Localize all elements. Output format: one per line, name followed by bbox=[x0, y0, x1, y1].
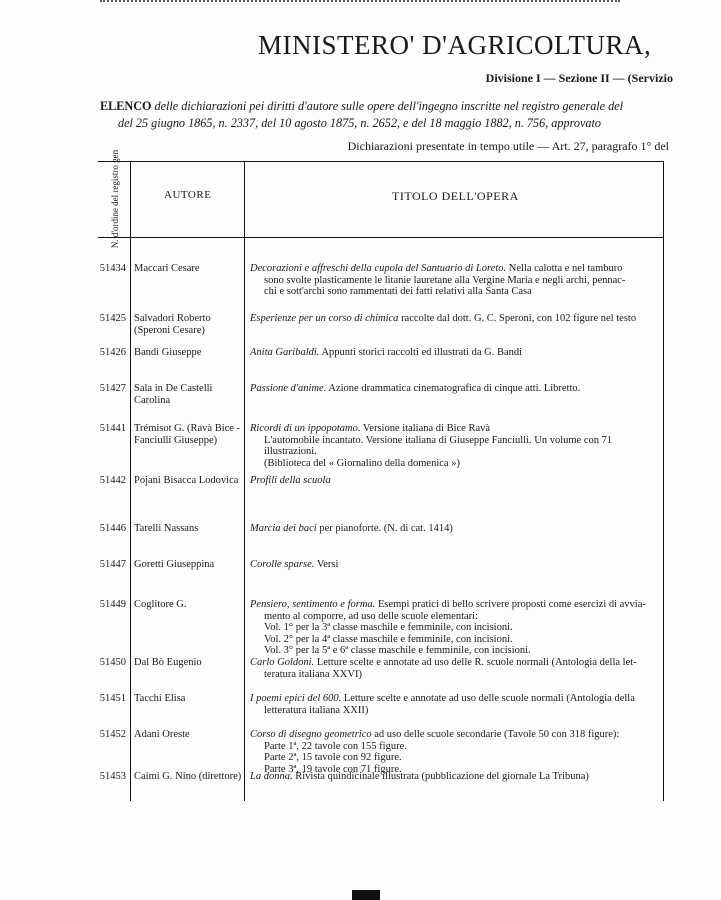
register-number: 51451 bbox=[99, 693, 126, 704]
elenco-lead: ELENCO bbox=[100, 99, 152, 113]
work-description: Esempi pratici di bello scrivere proposti come esercizi di avvia- bbox=[377, 599, 646, 610]
bottom-print-mark bbox=[352, 890, 380, 900]
dichiarazioni-line: Dichiarazioni presentate in tempo utile — Art. 27, paragrafo 1° del bbox=[347, 139, 669, 153]
column-divider-2 bbox=[244, 161, 245, 801]
register-number: 51447 bbox=[99, 559, 126, 570]
register-number: 51446 bbox=[99, 523, 126, 534]
work-description: Appunti storici raccolti ed illustrati da G. Bandi bbox=[321, 347, 523, 358]
column-divider-3 bbox=[663, 161, 664, 801]
table-top-rule bbox=[98, 161, 664, 162]
work-description: Letture scelte e annotate ad uso delle scuole normali (Antologia della bbox=[343, 693, 635, 704]
author-name: Dal Bò Eugenio bbox=[134, 657, 202, 668]
work-title-cell bbox=[250, 347, 662, 359]
register-number: 51449 bbox=[99, 599, 126, 610]
work-title: Corolle sparse. bbox=[250, 559, 315, 570]
work-description-line: Vol. 3° per la 5ª e 6ª classe maschile e femminile, con incisioni. bbox=[264, 645, 531, 656]
work-description: ad uso delle scuole secondarie (Tavole 50 con 318 figure): bbox=[374, 729, 620, 740]
work-description: Versi bbox=[316, 559, 339, 570]
author-name: Coglitore G. bbox=[134, 599, 187, 610]
register-number: 51452 bbox=[99, 729, 126, 740]
work-description: Azione drammatica cinematografica di cinque atti. Libretto. bbox=[328, 383, 581, 394]
author-name: Pojani Bisacca Lodovica bbox=[134, 475, 239, 486]
author-name: Tacchi Elisa bbox=[134, 693, 186, 704]
work-description-line: L'automobile incantato. Versione italiana di Giuseppe Fanciulli. Un volume con 71 illustrazioni. bbox=[264, 434, 613, 457]
work-title-cell bbox=[250, 475, 662, 487]
work-title-cell bbox=[250, 383, 662, 395]
work-title: Carlo Goldoni. bbox=[250, 657, 315, 668]
register-table bbox=[98, 149, 664, 801]
column-header-author: AUTORE bbox=[164, 189, 212, 201]
work-title-cell bbox=[250, 523, 662, 535]
top-rule bbox=[100, 0, 620, 7]
register-number: 51450 bbox=[99, 657, 126, 668]
work-title-cell bbox=[250, 657, 662, 680]
work-title: Anita Garibaldi. bbox=[250, 347, 320, 358]
work-description-line: Parte 2ª, 15 tavole con 92 figure. bbox=[264, 752, 402, 763]
table-header-rule bbox=[98, 237, 664, 238]
work-title-cell bbox=[250, 313, 662, 325]
work-description-line: mento al comporre, ad uso delle scuole elementari: bbox=[264, 610, 479, 622]
work-title-cell bbox=[250, 693, 662, 716]
work-title: La donna. bbox=[250, 771, 293, 782]
work-title: Decorazioni e affreschi della cupola del Santuario di Loreto. bbox=[250, 263, 507, 274]
author-name: Caimi G. Nino (direttore) bbox=[134, 771, 242, 782]
work-description-line: teratura italiana XXVI) bbox=[264, 668, 362, 680]
elenco-intro bbox=[100, 98, 670, 132]
elenco-line-1: delle dichiarazioni pei diritti d'autore sulle opere dell'ingegno inscritte nel registro generale del bbox=[154, 99, 624, 113]
author-name: Salvadori Roberto (Speroni Cesare) bbox=[134, 313, 211, 336]
work-title-cell bbox=[250, 771, 662, 783]
work-description: Versione italiana di Bice Ravà bbox=[362, 423, 491, 434]
register-number: 51427 bbox=[99, 383, 126, 394]
elenco-line-2: del 25 giugno 1865, n. 2337, del 10 agosto 1875, n. 2652, e del 18 maggio 1882, n. 756, approvato bbox=[118, 116, 601, 130]
register-number: 51453 bbox=[99, 771, 126, 782]
work-description: Nella calotta e nel tamburo bbox=[508, 263, 623, 274]
author-name: Maccari Cesare bbox=[134, 263, 200, 274]
work-title: Pensiero, sentimento e forma. bbox=[250, 599, 376, 610]
work-title-cell bbox=[250, 559, 662, 571]
author-name: Sala in De Castelli Carolina bbox=[134, 383, 213, 406]
work-title: Ricordi di un ippopotamo. bbox=[250, 423, 361, 434]
author-name: Trémisot G. (Ravà Bice - Fanciulli Giuseppe) bbox=[134, 423, 241, 446]
work-description: Letture scelte e annotate ad uso delle R. scuole normali (Antologia della let- bbox=[316, 657, 637, 668]
work-description-line: letteratura italiana XXII) bbox=[264, 704, 369, 716]
register-number: 51442 bbox=[99, 475, 126, 486]
register-number: 51425 bbox=[99, 313, 126, 324]
work-title: Passione d'anime. bbox=[250, 383, 327, 394]
work-description-line: (Biblioteca del « Giornalino della domenica ») bbox=[264, 457, 460, 469]
author-name: Goretti Giuseppina bbox=[134, 559, 215, 570]
work-description-line: sono svolte plasticamente le litanie lauretane alla Vergine Maria e negli archi, pennac- bbox=[264, 274, 626, 286]
register-number: 51441 bbox=[99, 423, 126, 434]
work-title-cell bbox=[250, 423, 662, 469]
work-description-line: Vol. 2° per la 4ª classe maschile e femminile, con incisioni. bbox=[264, 633, 513, 645]
work-title: I poemi epici del 600. bbox=[250, 693, 342, 704]
column-header-title: TITOLO DELL'OPERA bbox=[392, 189, 519, 203]
author-name: Adani Oreste bbox=[134, 729, 190, 740]
work-description-line: chi e sott'archi sono rammentati dei fatti relativi alla Santa Casa bbox=[264, 286, 532, 297]
work-title: Profili della scuola bbox=[250, 475, 331, 486]
work-description-line: Parte 1ª, 22 tavole con 155 figure. bbox=[264, 740, 407, 752]
work-title: Marcia dei baci bbox=[250, 523, 317, 534]
work-title-cell bbox=[250, 599, 662, 657]
work-title-cell bbox=[250, 729, 662, 775]
work-description-line: Vol. 1° per la 3ª classe maschile e femminile, con incisioni. bbox=[264, 622, 513, 633]
column-header-number: N. d'ordine del registro gen bbox=[110, 149, 121, 249]
work-title-cell bbox=[250, 263, 662, 298]
work-description: raccolte dal dott. G. C. Speroni, con 102 figure nel testo bbox=[401, 313, 637, 324]
work-description: per pianoforte. (N. di cat. 1414) bbox=[319, 523, 453, 534]
author-name: Tarelli Nassans bbox=[134, 523, 199, 534]
work-description: Rivista quindicinale illustrata (pubblicazione del giornale La Tribuna) bbox=[295, 771, 589, 782]
column-divider-1 bbox=[130, 161, 131, 801]
work-description-line: Parte 3ª, 19 tavole con 71 figure. bbox=[264, 763, 402, 775]
work-title: Esperienze per un corso di chimica bbox=[250, 313, 399, 324]
ministry-heading: MINISTERO' D'AGRICOLTURA, bbox=[258, 30, 652, 60]
division-heading: Divisione I — Sezione II — (Servizio bbox=[485, 71, 673, 85]
work-title: Corso di disegno geometrico bbox=[250, 729, 372, 740]
register-number: 51426 bbox=[99, 347, 126, 358]
author-name: Bandi Giuseppe bbox=[134, 347, 202, 358]
register-number: 51434 bbox=[99, 263, 126, 274]
